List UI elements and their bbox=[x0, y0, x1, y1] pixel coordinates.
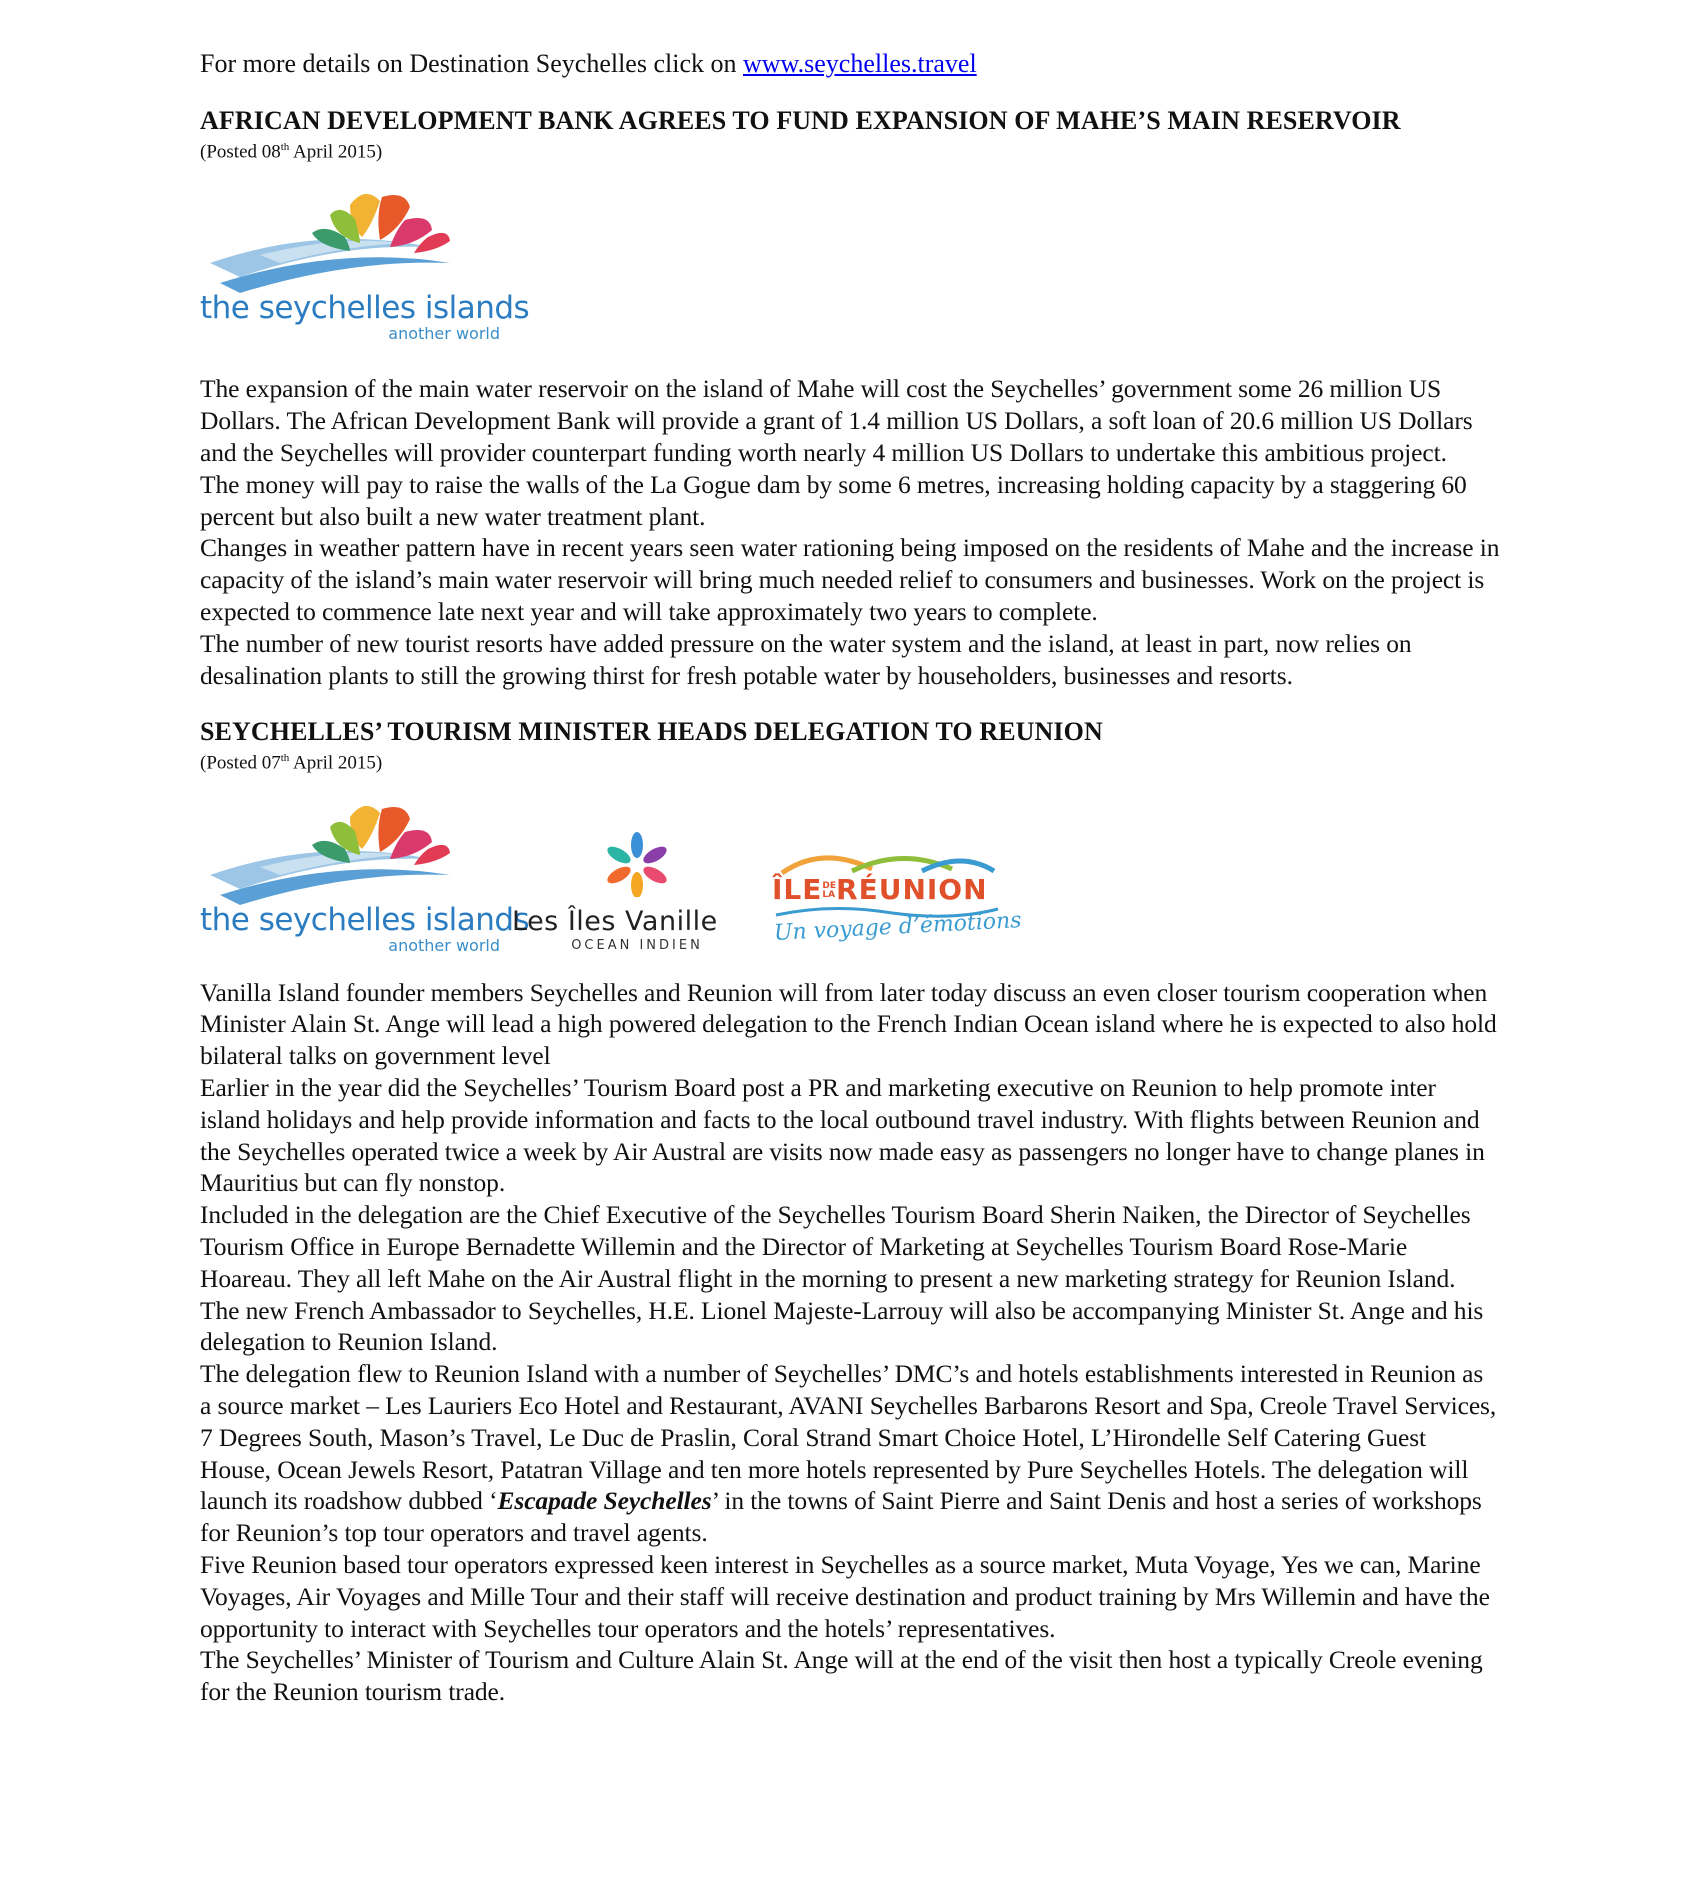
article2-body bbox=[200, 977, 1500, 1708]
article2-paragraph: Earlier in the year did the Seychelles’ Tourism Board post a PR and marketing executive on Reunion to help promote inter island holidays and help provide information and facts to the local outbound travel industry. With flights between Reunion and the Seychelles operated twice a week by Air Austral are visits now made easy as passengers no longer have to change planes in Mauritius but can fly nonstop. bbox=[200, 1073, 1485, 1198]
seychelles-flower-icon bbox=[200, 797, 500, 917]
reunion-de-la: DE LA bbox=[822, 880, 837, 900]
seychelles-logo-title: the seychelles islands bbox=[200, 901, 530, 938]
document-page bbox=[200, 48, 1500, 1708]
seychelles-islands-logo bbox=[200, 185, 530, 344]
reunion-arcs-icon bbox=[772, 845, 1002, 875]
partner-logos bbox=[200, 797, 1500, 955]
article2-paragraph: The delegation flew to Reunion Island with a number of Seychelles’ DMC’s and hotels establishments interested in Reunion as a source market – Les Lauriers Eco Hotel and Restaurant, AVANI Seychelles Barbarons Resort and Spa, Creole Travel Services, 7 Degrees South, Mason’s Travel, Le Duc de Praslin, Coral Strand Smart Choice Hotel, L’Hirondelle Self Catering Guest House, Ocean Jewels Resort, Patatran Village and ten more hotels represented by Pure Seychelles Hotels. The delegation will launch its roadshow dubbed ‘Escapade Seychelles’ in the towns of Saint Pierre and Saint Denis and host a series of workshops for Reunion’s top tour operators and travel agents. bbox=[200, 1359, 1497, 1548]
intro-text: For more details on Destination Seychelles click on bbox=[200, 49, 743, 78]
article1-body bbox=[200, 373, 1500, 691]
article2-paragraph: Included in the delegation are the Chief Executive of the Seychelles Tourism Board Sherin Naiken, the Director of Seychelles Tourism Office in Europe Bernadette Willemin and the Director of Marketing at Seychelles Tourism Board Rose-Marie Hoareau. They all left Mahe on the Air Austral flight in the morning to present a new marketing strategy for Reunion Island. The new French Ambassador to Seychelles, H.E. Lionel Majeste-Larrouy will also be accompanying Minister St. Ange and his delegation to Reunion Island. bbox=[200, 1200, 1484, 1357]
article1-posted-date: (Posted 08th April 2015) bbox=[200, 141, 383, 163]
article1-paragraph: The number of new tourist resorts have added pressure on the water system and the island, at least in part, now relies on desalination plants to still the growing thirst for fresh potable water by householders, businesses and resorts. bbox=[200, 628, 1412, 690]
reunion-logo-title: ÎLEDE LARÉUNION bbox=[772, 872, 988, 906]
reunion-logo-tagline: Un voyage d’émotions bbox=[773, 907, 1023, 946]
seychelles-travel-link[interactable]: www.seychelles.travel bbox=[743, 49, 977, 78]
article2-paragraph: Five Reunion based tour operators expressed keen interest in Seychelles as a source market, Muta Voyage, Yes we can, Marine Voyages, Air Voyages and Mille Tour and their staff will receive destination and product training by Mrs Willemin and have the opportunity to interact with Seychelles tour operators and the hotels’ representatives. bbox=[200, 1549, 1490, 1643]
vanille-logo-subtitle: OCEAN INDIEN bbox=[571, 937, 703, 953]
article1-headline: AFRICAN DEVELOPMENT BANK AGREES TO FUND EXPANSION OF MAHE’S MAIN RESERVOIR bbox=[200, 106, 1401, 135]
seychelles-islands-logo bbox=[200, 797, 530, 955]
article1-paragraph: Changes in weather pattern have in recent years seen water rationing being imposed on the residents of Mahe and the increase in capacity of the island’s main water reservoir will bring much needed relief to consumers and businesses. Work on the project is expected to commence late next year and will take approximately two years to complete. bbox=[200, 533, 1500, 626]
article2-headline: SEYCHELLES’ TOURISM MINISTER HEADS DELEGATION TO REUNION bbox=[200, 717, 1103, 747]
escapade-seychelles-emphasis: Escapade Seychelles bbox=[497, 1486, 712, 1516]
article2-paragraph: The Seychelles’ Minister of Tourism and Culture Alain St. Ange will at the end of the visit then host a typically Creole evening for the Reunion tourism trade. bbox=[200, 1645, 1483, 1707]
ile-de-la-reunion-logo bbox=[772, 845, 1023, 947]
article2-paragraph: Vanilla Island founder members Seychelles and Reunion will from later today discuss an even closer tourism cooperation when Minister Alain St. Ange will lead a high powered delegation to the French Indian Ocean island where he is expected to also hold bilateral talks on government level bbox=[200, 977, 1497, 1071]
seychelles-logo-subtitle: another world bbox=[388, 935, 500, 955]
article2-posted-date: (Posted 07th April 2015) bbox=[200, 752, 383, 774]
seychelles-flower-icon bbox=[200, 185, 500, 305]
intro-line bbox=[200, 48, 1500, 80]
seychelles-logo-subtitle: another world bbox=[388, 324, 500, 344]
vanille-islands-logo bbox=[512, 827, 762, 955]
article1-paragraph: The money will pay to raise the walls of the La Gogue dam by some 6 metres, increasing holding capacity by a staggering 60 percent but also built a new water treatment plant. bbox=[200, 469, 1467, 531]
vanille-flower-icon bbox=[512, 827, 762, 897]
seychelles-logo-title: the seychelles islands bbox=[200, 290, 530, 327]
vanille-logo-title: Les Îles Vanille bbox=[512, 905, 718, 937]
article1-paragraph: The expansion of the main water reservoir on the island of Mahe will cost the Seychelles’ government some 26 million US Dollars. The African Development Bank will provide a grant of 1.4 million US Dollars, a soft loan of 20.6 million US Dollars and the Seychelles will provider counterpart funding worth nearly 4 million US Dollars to undertake this ambitious project. bbox=[200, 374, 1473, 467]
